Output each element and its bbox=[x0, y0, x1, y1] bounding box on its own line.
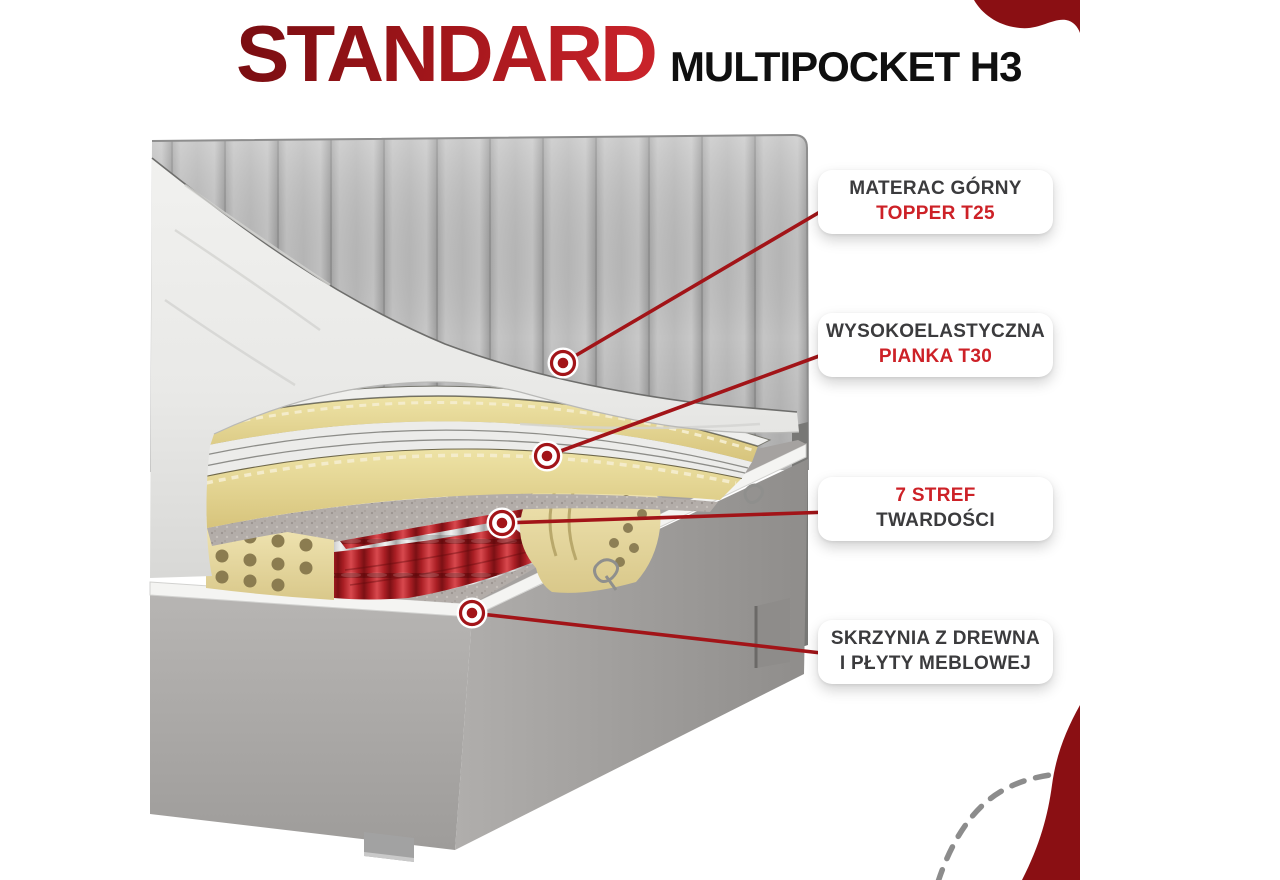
model-name: MULTIPOCKET H3 bbox=[669, 43, 1022, 90]
callout-zones-line2: TWARDOŚCI bbox=[876, 510, 995, 531]
decor-blob-top bbox=[974, 0, 1080, 33]
callout-frame-line1: SKRZYNIA Z DREWNA bbox=[830, 628, 1041, 650]
callout-zones bbox=[818, 477, 1053, 541]
brand-name: STANDARD bbox=[236, 9, 655, 98]
callout-zones-line1: 7 STREF bbox=[895, 485, 976, 507]
decor-blob-bottom bbox=[1022, 705, 1080, 880]
bed-leg-rear bbox=[756, 598, 790, 668]
callout-topper bbox=[818, 170, 1053, 234]
callout-foam-line1: WYSOKOELASTYCZNA bbox=[825, 321, 1046, 343]
marker-dot-icon-3 bbox=[487, 508, 518, 539]
base-box-front bbox=[150, 595, 472, 850]
callout-topper-line1: MATERAC GÓRNY bbox=[849, 178, 1022, 200]
callout-foam bbox=[818, 313, 1053, 377]
callout-foam-line2: PIANKA T30 bbox=[878, 346, 993, 367]
marker-dot-icon-2 bbox=[532, 441, 563, 472]
callout-frame bbox=[818, 620, 1053, 684]
marker-dot-icon-4 bbox=[457, 598, 488, 629]
callout-frame-line2: I PŁYTY MEBLOWEJ bbox=[839, 653, 1032, 674]
marker-dot-icon-1 bbox=[548, 348, 579, 379]
callout-topper-line2: TOPPER T25 bbox=[876, 203, 995, 224]
